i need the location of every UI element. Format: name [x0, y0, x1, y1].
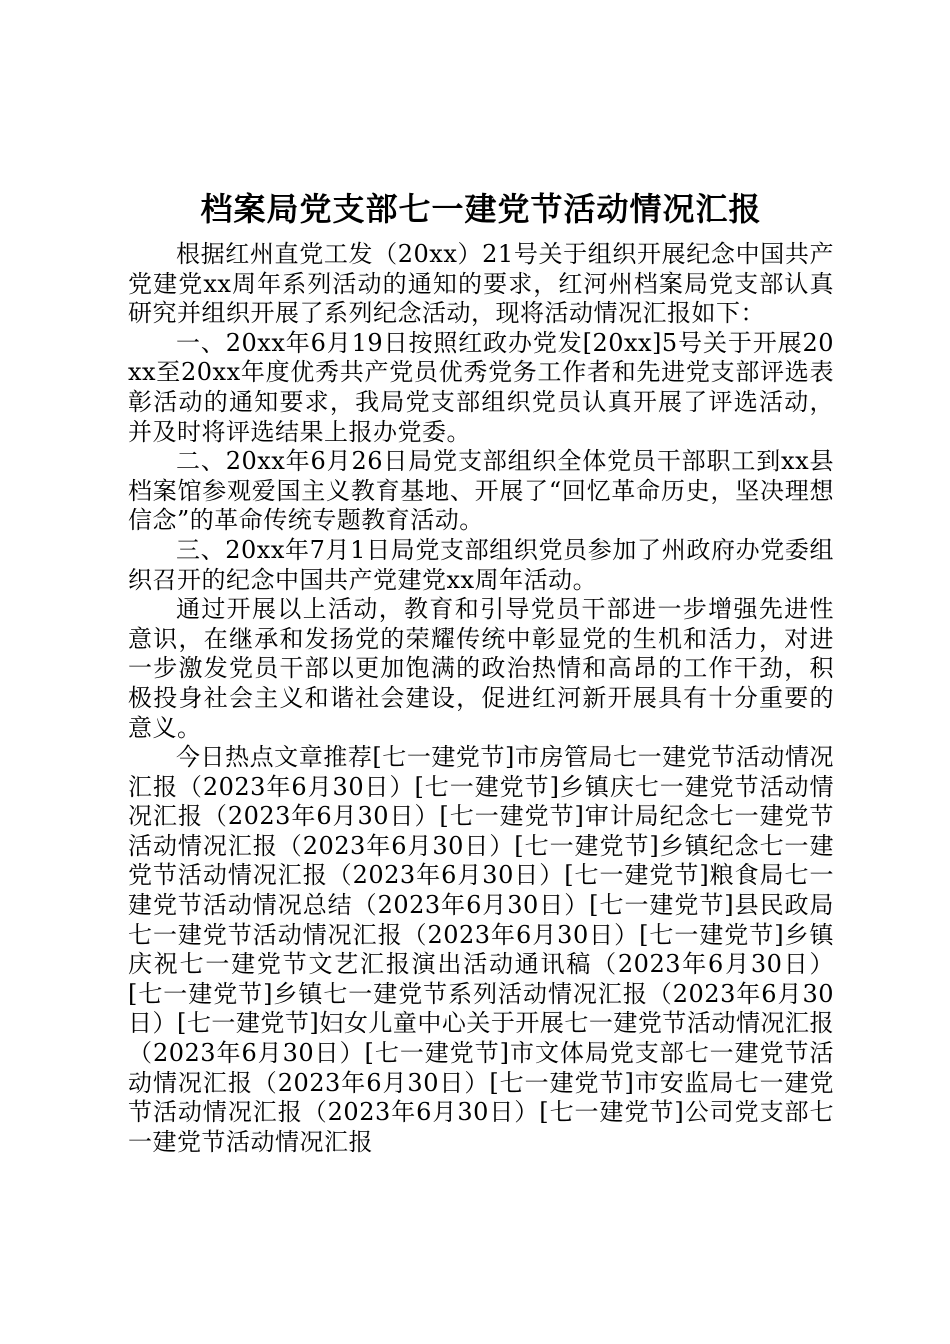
document-title: 档案局党支部七一建党节活动情况汇报	[200, 190, 762, 228]
paragraph-intro: 根据红州直党工发（20xx）21号关于组织开展纪念中国共产党建党xx周年系列活动的通知的要求，红河州档案局党支部认真研究并组织开展了系列纪念活动，现将活动情况汇报如下：	[128, 240, 834, 328]
paragraph-recommended-articles: 今日热点文章推荐[七一建党节]市房管局七一建党节活动情况汇报（2023年6月30日）[七一建党节]乡镇庆七一建党节活动情况汇报（2023年6月30日）[七一建党节]审计局纪念七一建党节活动情况汇报（2023年6月30日）[七一建党节]乡镇纪念七一建党节活动情况汇报（2023年6月30日）[七一建党节]粮食局七一建党节活动情况总结（2023年6月30日）[七一建党节]县民政局七一建党节活动情况汇报（2023年6月30日）[七一建党节]乡镇庆祝七一建党节文艺汇报演出活动通讯稿（2023年6月30日）[七一建党节]乡镇七一建党节系列活动情况汇报（2023年6月30日）[七一建党节]妇女儿童中心关于开展七一建党节活动情况汇报（2023年6月30日）[七一建党节]市文体局党支部七一建党节活动情况汇报（2023年6月30日）[七一建党节]市安监局七一建党节活动情况汇报（2023年6月30日）[七一建党节]公司党支部七一建党节活动情况汇报	[128, 743, 834, 1156]
paragraph-item-1: 一、20xx年6月19日按照红政办党发[20xx]5号关于开展20xx至20xx年度优秀共产党员优秀党务工作者和先进党支部评选表彰活动的通知要求，我局党支部组织党员认真开展了评选活动，并及时将评选结果上报办党委。	[128, 328, 834, 446]
document-page	[128, 182, 834, 1157]
paragraph-item-2: 二、20xx年6月26日局党支部组织全体党员干部职工到xx县档案馆参观爱国主义教育基地、开展了“回忆革命历史，坚决理想信念”的革命传统专题教育活动。	[128, 447, 834, 535]
paragraph-conclusion: 通过开展以上活动，教育和引导党员干部进一步增强先进性意识，在继承和发扬党的荣耀传统中彰显党的生机和活力，对进一步激发党员干部以更加饱满的政治热情和高昂的工作干劲，积极投身社会主义和谐社会建设，促进红河新开展具有十分重要的意义。	[128, 595, 834, 742]
paragraph-item-3: 三、20xx年7月1日局党支部组织党员参加了州政府办党委组织召开的纪念中国共产党建党xx周年活动。	[128, 535, 834, 594]
